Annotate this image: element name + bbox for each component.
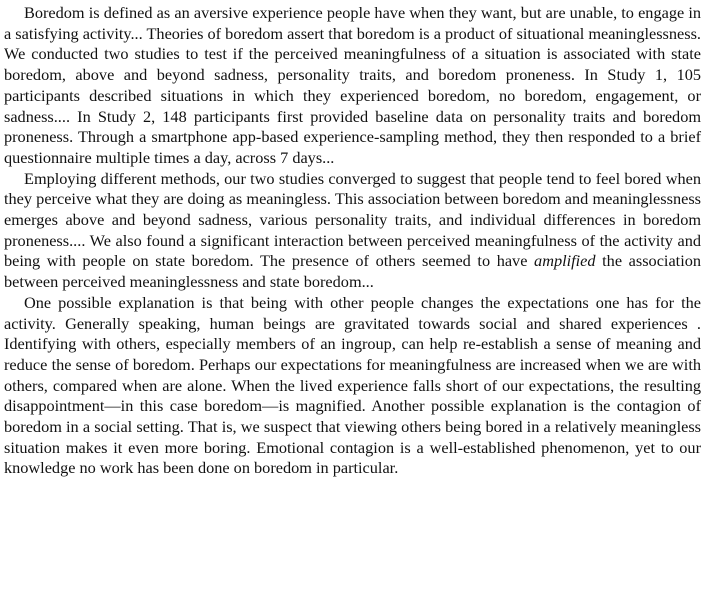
italic-emphasis: amplified	[534, 251, 596, 271]
paragraph-text: One possible explanation is that being with other people changes the expectations one has for the activity. Generally speaking, human beings are gravitated towards social and shared experiences . Identifying with others, especially members of an ingroup, can help re-establish a sense of meaning and reduce the sense of boredom. Perhaps our expectations for meaningfulness are increased when we are with others, compared when are alone. When the lived experience falls short of our expectations, the resulting disappointment—in this case boredom—is magnified. Another possible explanation is the contagion of boredom in a social setting. That is, we suspect that viewing others being bored in a relatively meaningless situation makes it even more boring. Emotional contagion is a well-established phenomenon, yet to our knowledge no work has been done on boredom in particular.	[4, 292, 701, 478]
paragraph-text: Employing different methods, our two studies converged to suggest that people tend to feel bored when they perceive what they are doing as meaningless. This association between boredom and meaninglessness emerges above and beyond sadness, various personality traits, and individual differences in boredom proneness.... We also found a significant interaction between perceived meaningfulness of the activity and being with people on state boredom. The presence of others seemed to have	[4, 168, 701, 271]
paragraph-text: Boredom is defined as an aversive experience people have when they want, but are unable, to engage in a satisfying activity... Theories of boredom assert that boredom is a product of situational meaninglessness. We conducted two studies to test if the perceived meaningfulness of a situation is associated with state boredom, above and beyond sadness, personality traits, and boredom proneness. In Study 1, 105 participants described situations in which they experienced boredom, no boredom, engagement, or sadness.... In Study 2, 148 participants first provided baseline data on personality traits and boredom proneness. Through a smartphone app-based experience-sampling method, they then responded to a brief questionnaire multiple times a day, across 7 days...	[4, 3, 701, 167]
paragraph-explanation	[4, 293, 701, 479]
paragraph-text: the association between perceived meaninglessness and state boredom...	[4, 251, 702, 292]
paragraph-abstract	[4, 3, 701, 169]
paragraph-findings	[4, 169, 701, 293]
passage	[4, 3, 701, 479]
